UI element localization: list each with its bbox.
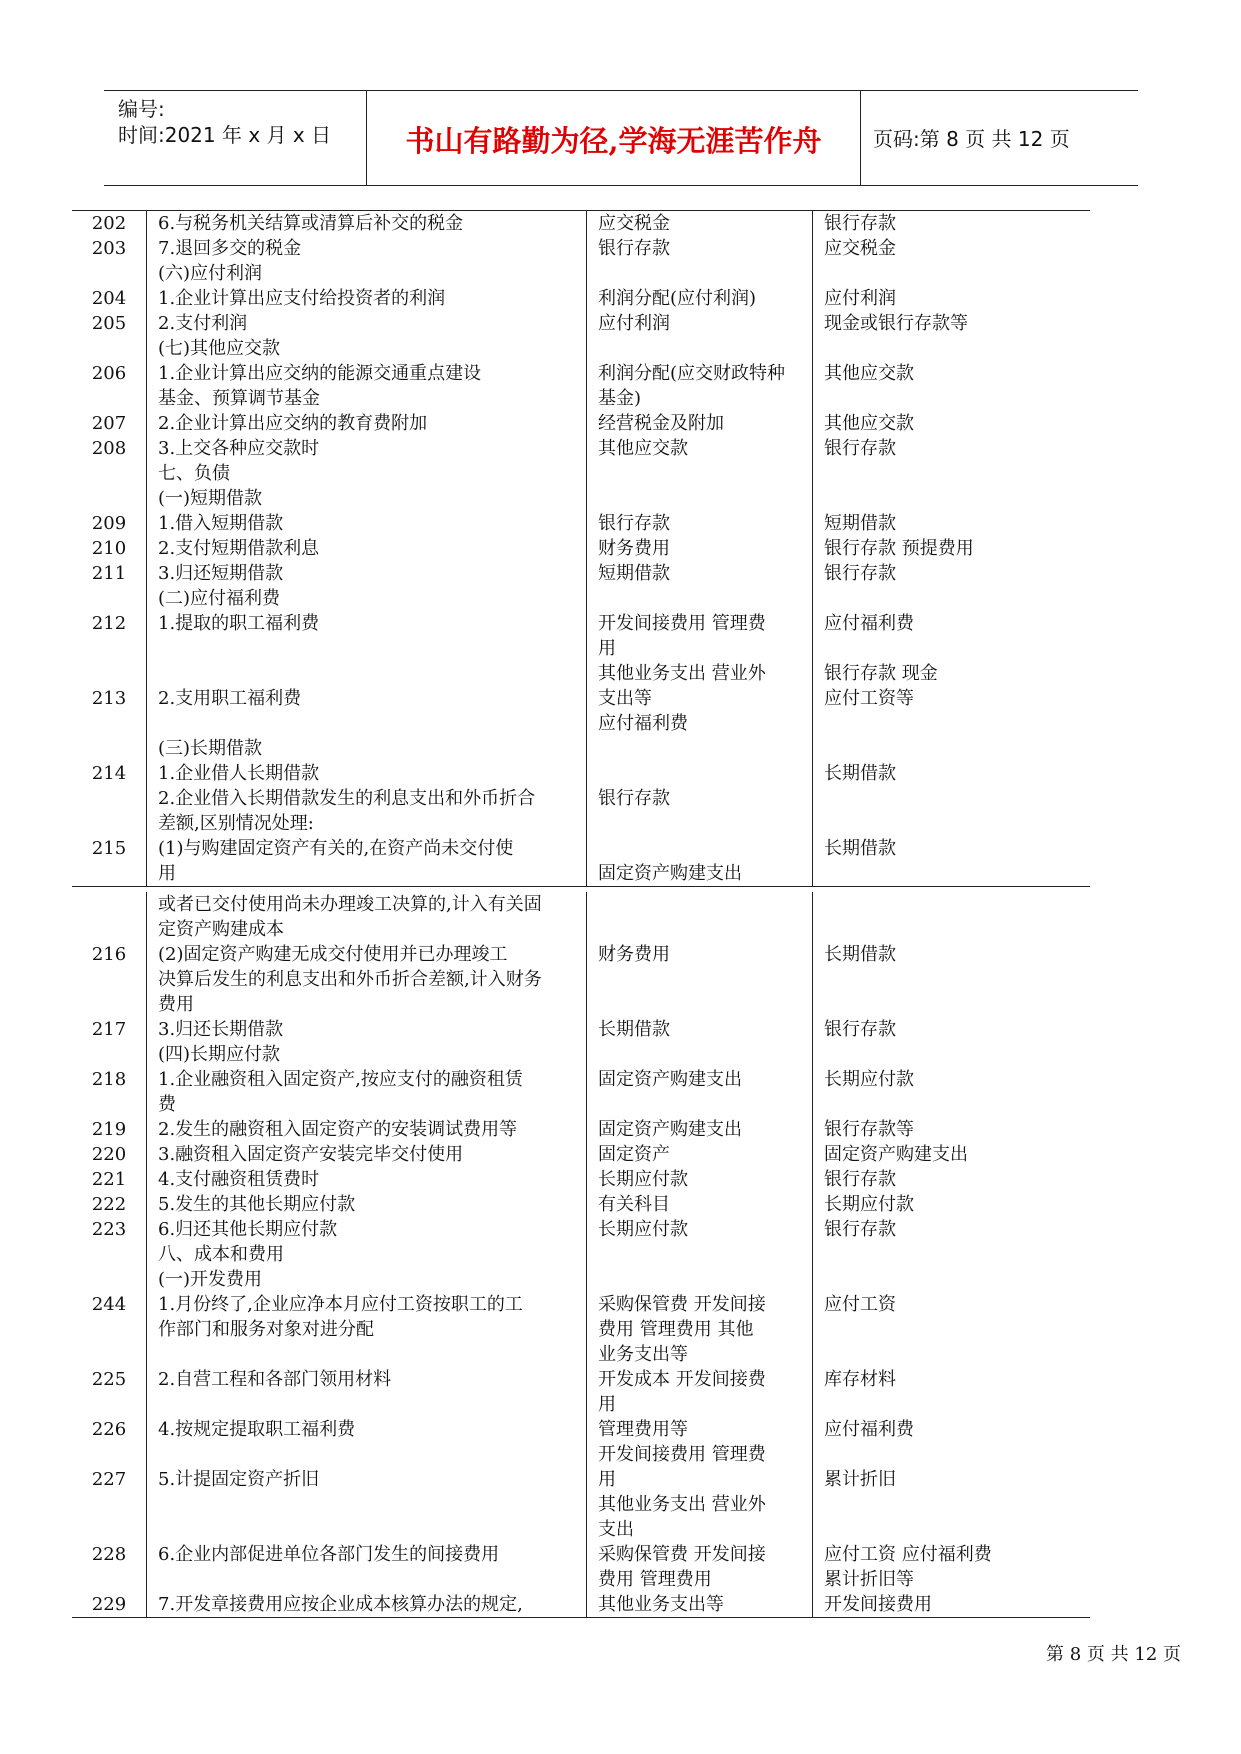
- entry-number-cell: [72, 811, 146, 836]
- description-cell: 6.归还其他长期应付款: [158, 1219, 338, 1240]
- entries-table-bottom: [72, 892, 1090, 1618]
- credit-account-cell: 银行存款: [824, 563, 896, 584]
- credit-account-cell: 长期借款: [824, 838, 896, 859]
- credit-account-cell: [812, 967, 1090, 992]
- debit-account-cell: 其他业务支出 营业外: [598, 663, 766, 684]
- description-cell: [146, 661, 586, 686]
- table-row: [72, 661, 1090, 686]
- description-cell: (1)与购建固定资产有关的,在资产尚未交付使: [158, 838, 514, 859]
- entry-number-cell: [72, 1317, 146, 1342]
- description-cell: 4.支付融资租赁费时: [158, 1169, 320, 1190]
- credit-account-cell: [812, 917, 1090, 942]
- credit-account-cell: 长期应付款: [824, 1069, 914, 1090]
- entry-number-cell: [72, 1342, 146, 1367]
- table-row: [72, 1467, 1090, 1492]
- credit-account-cell: 其他应交款: [824, 363, 914, 384]
- description-cell: 费用: [158, 994, 194, 1015]
- table-row: [72, 1317, 1090, 1342]
- entry-number-cell: 211: [91, 563, 127, 584]
- description-cell: 3.归还短期借款: [158, 563, 284, 584]
- table-row: [72, 211, 1090, 236]
- entry-number-cell: 202: [91, 213, 127, 234]
- entry-number-cell: 220: [91, 1144, 127, 1165]
- debit-account-cell: 管理费用等: [598, 1419, 688, 1440]
- table-row: [72, 1217, 1090, 1242]
- entry-number-cell: [72, 892, 146, 917]
- debit-account-cell: 有关科目: [598, 1194, 670, 1215]
- table-row: [72, 942, 1090, 967]
- description-cell: [146, 1567, 586, 1592]
- entry-number-cell: [72, 917, 146, 942]
- description-cell: 4.按规定提取职工福利费: [158, 1419, 356, 1440]
- credit-account-cell: 应付福利费: [824, 1419, 914, 1440]
- credit-account-cell: 银行存款: [824, 1169, 896, 1190]
- description-cell: 3.归还长期借款: [158, 1019, 284, 1040]
- debit-account-cell: [586, 586, 812, 611]
- description-cell: 七、负债: [158, 463, 230, 484]
- credit-account-cell: [812, 1517, 1090, 1542]
- debit-account-cell: 基金): [598, 388, 642, 409]
- table-row: [72, 736, 1090, 761]
- table-row: [72, 461, 1090, 486]
- table-row: [72, 1442, 1090, 1467]
- debit-account-cell: [586, 992, 812, 1017]
- entry-number-cell: 207: [91, 413, 127, 434]
- debit-account-cell: [586, 261, 812, 286]
- entry-number-cell: 214: [91, 763, 127, 784]
- debit-account-cell: 固定资产购建支出: [598, 1069, 742, 1090]
- credit-account-cell: 短期借款: [824, 513, 896, 534]
- table-row: [72, 1292, 1090, 1317]
- debit-account-cell: 应付福利费: [598, 713, 688, 734]
- table-row: [72, 1367, 1090, 1392]
- credit-account-cell: 累计折旧: [824, 1469, 896, 1490]
- debit-account-cell: [586, 1092, 812, 1117]
- entry-number-cell: [72, 1042, 146, 1067]
- debit-account-cell: [586, 1267, 812, 1292]
- table-row: [72, 1042, 1090, 1067]
- table-row: [72, 611, 1090, 636]
- credit-account-cell: 应付工资: [824, 1294, 896, 1315]
- debit-account-cell: 银行存款: [598, 788, 670, 809]
- table-row: [72, 1067, 1090, 1092]
- credit-account-cell: 其他应交款: [824, 413, 914, 434]
- credit-account-cell: [812, 336, 1090, 361]
- table-row: [72, 1192, 1090, 1217]
- credit-account-cell: 应付工资等: [824, 688, 914, 709]
- description-cell: [146, 1517, 586, 1542]
- document-number-label: 编号:: [118, 97, 165, 121]
- debit-account-cell: 利润分配(应交财政特种: [598, 363, 786, 384]
- debit-account-cell: [586, 967, 812, 992]
- credit-account-cell: [812, 636, 1090, 661]
- debit-account-cell: [586, 917, 812, 942]
- description-cell: 2.支付利润: [158, 313, 248, 334]
- debit-account-cell: 费用 管理费用 其他: [598, 1319, 754, 1340]
- description-cell: 6.企业内部促进单位各部门发生的间接费用: [158, 1544, 500, 1565]
- description-cell: 7.开发章接费用应按企业成本核算办法的规定,: [158, 1594, 523, 1615]
- description-cell: 八、成本和费用: [158, 1244, 284, 1265]
- description-cell: (2)固定资产购建无成交付使用并已办理竣工: [158, 944, 508, 965]
- entry-number-cell: [72, 261, 146, 286]
- table-row: [72, 311, 1090, 336]
- entry-number-cell: 215: [91, 838, 127, 859]
- entry-number-cell: [72, 967, 146, 992]
- credit-account-cell: 银行存款 现金: [824, 663, 938, 684]
- debit-account-cell: [586, 461, 812, 486]
- credit-account-cell: [812, 1042, 1090, 1067]
- debit-account-cell: 开发成本 开发间接费: [598, 1369, 766, 1390]
- entry-number-cell: [72, 461, 146, 486]
- table-row: [72, 386, 1090, 411]
- entry-number-cell: [72, 336, 146, 361]
- table-row: [72, 711, 1090, 736]
- credit-account-cell: 长期借款: [824, 763, 896, 784]
- description-cell: 或者已交付使用尚未办理竣工决算的,计入有关固: [158, 894, 542, 915]
- description-cell: [146, 1392, 586, 1417]
- debit-account-cell: 开发间接费用 管理费: [598, 1444, 766, 1465]
- table-row: [72, 1592, 1090, 1617]
- description-cell: [146, 1342, 586, 1367]
- description-cell: [146, 711, 586, 736]
- description-cell: 2.企业计算出应交纳的教育费附加: [158, 413, 428, 434]
- entry-number-cell: 225: [91, 1369, 127, 1390]
- credit-account-cell: 库存材料: [824, 1369, 896, 1390]
- debit-account-cell: [586, 836, 812, 861]
- entry-number-cell: 222: [91, 1194, 127, 1215]
- description-cell: 1.企业计算出应支付给投资者的利润: [158, 288, 446, 309]
- debit-account-cell: 应付利润: [598, 313, 670, 334]
- entry-number-cell: 209: [91, 513, 127, 534]
- table-row: [72, 1017, 1090, 1042]
- description-cell: 3.融资租入固定资产安装完毕交付使用: [158, 1144, 464, 1165]
- credit-account-cell: [812, 736, 1090, 761]
- credit-account-cell: 应交税金: [824, 238, 896, 259]
- credit-account-cell: [812, 1492, 1090, 1517]
- credit-account-cell: 银行存款: [824, 438, 896, 459]
- debit-account-cell: [586, 892, 812, 917]
- debit-account-cell: 财务费用: [598, 944, 670, 965]
- table-row: [72, 1092, 1090, 1117]
- description-cell: (三)长期借款: [158, 738, 263, 759]
- entry-number-cell: 203: [91, 238, 127, 259]
- table-row: [72, 992, 1090, 1017]
- debit-account-cell: 费用 管理费用: [598, 1569, 712, 1590]
- header-right-cell: [861, 91, 1138, 185]
- credit-account-cell: 银行存款等: [824, 1119, 914, 1140]
- debit-account-cell: 经营税金及附加: [598, 413, 724, 434]
- table-row: [72, 361, 1090, 386]
- table-row: [72, 411, 1090, 436]
- credit-account-cell: 累计折旧等: [824, 1569, 914, 1590]
- description-cell: 1.企业融资租入固定资产,按应支付的融资租赁: [158, 1069, 523, 1090]
- debit-account-cell: 开发间接费用 管理费: [598, 613, 766, 634]
- credit-account-cell: [812, 386, 1090, 411]
- debit-account-cell: 采购保管费 开发间接: [598, 1294, 766, 1315]
- table-row: [72, 1567, 1090, 1592]
- description-cell: [146, 1492, 586, 1517]
- description-cell: (四)长期应付款: [158, 1044, 281, 1065]
- entry-number-cell: [72, 861, 146, 886]
- debit-account-cell: 银行存款: [598, 513, 670, 534]
- entry-number-cell: 208: [91, 438, 127, 459]
- entry-number-cell: 212: [91, 613, 127, 634]
- header-page-label: 页码:第 8 页 共 12 页: [873, 127, 1070, 151]
- entry-number-cell: 204: [91, 288, 127, 309]
- description-cell: (一)短期借款: [158, 488, 263, 509]
- entry-number-cell: 217: [91, 1019, 127, 1040]
- description-cell: 1.企业计算出应交纳的能源交通重点建设: [158, 363, 482, 384]
- credit-account-cell: 长期借款: [824, 944, 896, 965]
- debit-account-cell: 采购保管费 开发间接: [598, 1544, 766, 1565]
- debit-account-cell: 固定资产购建支出: [598, 863, 742, 884]
- entry-number-cell: 219: [91, 1119, 127, 1140]
- table-row: [72, 892, 1090, 917]
- page-footer: 第 8 页 共 12 页: [1046, 1644, 1181, 1665]
- description-cell: 费: [158, 1094, 176, 1115]
- debit-account-cell: [586, 761, 812, 786]
- debit-account-cell: [586, 736, 812, 761]
- table-row: [72, 586, 1090, 611]
- debit-account-cell: 短期借款: [598, 563, 670, 584]
- credit-account-cell: 应付利润: [824, 288, 896, 309]
- entry-number-cell: [72, 1267, 146, 1292]
- credit-account-cell: 银行存款: [824, 1019, 896, 1040]
- entry-number-cell: 244: [91, 1294, 127, 1315]
- table-row: [72, 1242, 1090, 1267]
- entry-number-cell: [72, 992, 146, 1017]
- credit-account-cell: [812, 811, 1090, 836]
- entry-number-cell: [72, 486, 146, 511]
- entry-number-cell: [72, 1242, 146, 1267]
- debit-account-cell: 其他应交款: [598, 438, 688, 459]
- header-left-cell: [104, 91, 367, 185]
- description-cell: 5.发生的其他长期应付款: [158, 1194, 356, 1215]
- table-row: [72, 836, 1090, 861]
- debit-account-cell: 长期应付款: [598, 1219, 688, 1240]
- table-row: [72, 436, 1090, 461]
- table-row: [72, 861, 1090, 886]
- table-row: [72, 967, 1090, 992]
- credit-account-cell: [812, 461, 1090, 486]
- description-cell: 7.退回多交的税金: [158, 238, 302, 259]
- debit-account-cell: 业务支出等: [598, 1344, 688, 1365]
- credit-account-cell: 现金或银行存款等: [824, 313, 968, 334]
- debit-account-cell: 用: [598, 1394, 616, 1415]
- table-row: [72, 236, 1090, 261]
- table-row: [72, 686, 1090, 711]
- table-row: [72, 811, 1090, 836]
- document-time-label: 时间:2021 年 x 月 x 日: [118, 123, 332, 147]
- table-row: [72, 1517, 1090, 1542]
- entry-number-cell: [72, 1492, 146, 1517]
- table-row: [72, 761, 1090, 786]
- debit-account-cell: 固定资产购建支出: [598, 1119, 742, 1140]
- debit-account-cell: 支出: [598, 1519, 634, 1540]
- description-cell: 决算后发生的利息支出和外币折合差额,计入财务: [158, 969, 542, 990]
- table-row: [72, 486, 1090, 511]
- credit-account-cell: [812, 861, 1090, 886]
- table-row: [72, 786, 1090, 811]
- entry-number-cell: [72, 711, 146, 736]
- table-row: [72, 1392, 1090, 1417]
- table-row: [72, 1142, 1090, 1167]
- entry-number-cell: 218: [91, 1069, 127, 1090]
- credit-account-cell: 固定资产购建支出: [824, 1144, 968, 1165]
- entry-number-cell: [72, 1392, 146, 1417]
- debit-account-cell: [586, 1242, 812, 1267]
- table-row: [72, 1492, 1090, 1517]
- entries-table-top: [72, 210, 1090, 887]
- table-row: [72, 336, 1090, 361]
- description-cell: 3.上交各种应交款时: [158, 438, 320, 459]
- description-cell: 2.支付短期借款利息: [158, 538, 320, 559]
- credit-account-cell: [812, 786, 1090, 811]
- table-row: [72, 917, 1090, 942]
- credit-account-cell: [812, 1392, 1090, 1417]
- entry-number-cell: 229: [91, 1594, 127, 1615]
- description-cell: 2.支用职工福利费: [158, 688, 302, 709]
- description-cell: [146, 1442, 586, 1467]
- debit-account-cell: 用: [598, 638, 616, 659]
- debit-account-cell: 长期借款: [598, 1019, 670, 1040]
- credit-account-cell: [812, 711, 1090, 736]
- credit-account-cell: [812, 261, 1090, 286]
- debit-account-cell: 利润分配(应付利润): [598, 288, 757, 309]
- header-center-cell: [367, 91, 861, 185]
- credit-account-cell: [812, 586, 1090, 611]
- debit-account-cell: 其他业务支出 营业外: [598, 1494, 766, 1515]
- credit-account-cell: [812, 1092, 1090, 1117]
- description-cell: 作部门和服务对象对进分配: [158, 1319, 374, 1340]
- description-cell: 基金、预算调节基金: [158, 388, 320, 409]
- credit-account-cell: 银行存款: [824, 213, 896, 234]
- description-cell: 定资产购建成本: [158, 919, 284, 940]
- description-cell: 2.发生的融资租入固定资产的安装调试费用等: [158, 1119, 518, 1140]
- entry-number-cell: 205: [91, 313, 127, 334]
- table-row: [72, 561, 1090, 586]
- credit-account-cell: [812, 992, 1090, 1017]
- debit-account-cell: [586, 486, 812, 511]
- credit-account-cell: [812, 1342, 1090, 1367]
- credit-account-cell: [812, 892, 1090, 917]
- header-motto: 书山有路勤为径,学海无涯苦作舟: [405, 124, 822, 158]
- table-row: [72, 636, 1090, 661]
- description-cell: 2.企业借入长期借款发生的利息支出和外币折合: [158, 788, 536, 809]
- document-header: [104, 90, 1138, 186]
- description-cell: 6.与税务机关结算或清算后补交的税金: [158, 213, 464, 234]
- entry-number-cell: [72, 1517, 146, 1542]
- debit-account-cell: 银行存款: [598, 238, 670, 259]
- description-cell: 1.借入短期借款: [158, 513, 284, 534]
- description-cell: (二)应付福利费: [158, 588, 281, 609]
- description-cell: (七)其他应交款: [158, 338, 281, 359]
- entry-number-cell: 223: [91, 1219, 127, 1240]
- entry-number-cell: [72, 1567, 146, 1592]
- description-cell: 2.自营工程和各部门领用材料: [158, 1369, 392, 1390]
- debit-account-cell: [586, 1042, 812, 1067]
- entry-number-cell: 221: [91, 1169, 127, 1190]
- credit-account-cell: 长期应付款: [824, 1194, 914, 1215]
- table-row: [72, 261, 1090, 286]
- credit-account-cell: 应付福利费: [824, 613, 914, 634]
- entry-number-cell: 227: [91, 1469, 127, 1490]
- entry-number-cell: 213: [91, 688, 127, 709]
- debit-account-cell: 用: [598, 1469, 616, 1490]
- debit-account-cell: 长期应付款: [598, 1169, 688, 1190]
- entry-number-cell: [72, 586, 146, 611]
- debit-account-cell: 财务费用: [598, 538, 670, 559]
- credit-account-cell: 银行存款 预提费用: [824, 538, 974, 559]
- table-row: [72, 1267, 1090, 1292]
- table-row: [72, 1342, 1090, 1367]
- credit-account-cell: 开发间接费用: [824, 1594, 932, 1615]
- table-row: [72, 1167, 1090, 1192]
- entry-number-cell: 226: [91, 1419, 127, 1440]
- credit-account-cell: [812, 486, 1090, 511]
- entry-number-cell: [72, 386, 146, 411]
- credit-account-cell: [812, 1317, 1090, 1342]
- debit-account-cell: [586, 811, 812, 836]
- entry-number-cell: 228: [91, 1544, 127, 1565]
- description-cell: 1.企业借人长期借款: [158, 763, 320, 784]
- table-row: [72, 1542, 1090, 1567]
- entry-number-cell: [72, 636, 146, 661]
- table-row: [72, 286, 1090, 311]
- entry-number-cell: [72, 1092, 146, 1117]
- debit-account-cell: 其他业务支出等: [598, 1594, 724, 1615]
- debit-account-cell: 应交税金: [598, 213, 670, 234]
- description-cell: 用: [158, 863, 176, 884]
- credit-account-cell: [812, 1242, 1090, 1267]
- description-cell: 1.月份终了,企业应净本月应付工资按职工的工: [158, 1294, 523, 1315]
- entry-number-cell: [72, 736, 146, 761]
- entry-number-cell: [72, 1442, 146, 1467]
- entry-number-cell: 216: [91, 944, 127, 965]
- credit-account-cell: 应付工资 应付福利费: [824, 1544, 992, 1565]
- entry-number-cell: [72, 661, 146, 686]
- credit-account-cell: [812, 1442, 1090, 1467]
- table-row: [72, 1417, 1090, 1442]
- debit-account-cell: 固定资产: [598, 1144, 670, 1165]
- entry-number-cell: 210: [91, 538, 127, 559]
- description-cell: (一)开发费用: [158, 1269, 263, 1290]
- description-cell: 1.提取的职工福利费: [158, 613, 320, 634]
- description-cell: (六)应付利润: [158, 263, 263, 284]
- entry-number-cell: [72, 786, 146, 811]
- credit-account-cell: 银行存款: [824, 1219, 896, 1240]
- table-row: [72, 511, 1090, 536]
- description-cell: [146, 636, 586, 661]
- debit-account-cell: [586, 336, 812, 361]
- table-row: [72, 1117, 1090, 1142]
- debit-account-cell: 支出等: [598, 688, 652, 709]
- description-cell: 5.计提固定资产折旧: [158, 1469, 320, 1490]
- entry-number-cell: 206: [91, 363, 127, 384]
- description-cell: 差额,区别情况处理:: [158, 813, 314, 834]
- credit-account-cell: [812, 1267, 1090, 1292]
- table-row: [72, 536, 1090, 561]
